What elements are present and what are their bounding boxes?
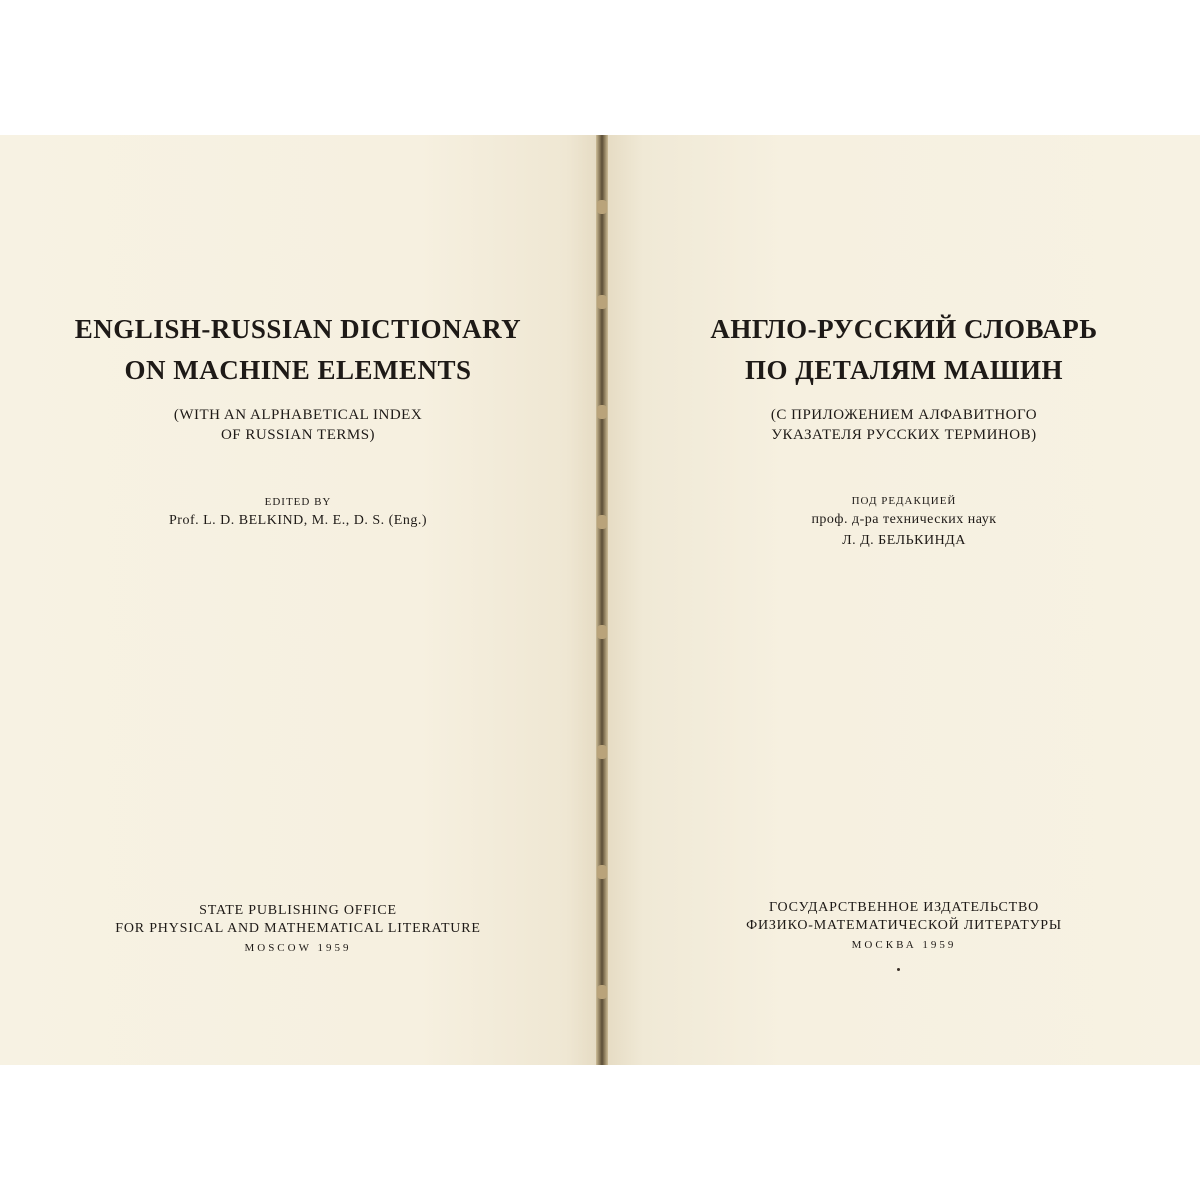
left-page <box>0 135 596 1065</box>
spine-stitch <box>597 200 607 214</box>
book-spine <box>596 135 608 1065</box>
left-publisher-line-2: FOR PHYSICAL AND MATHEMATICAL LITERATURE <box>115 921 481 936</box>
right-subtitle-line-1: (С ПРИЛОЖЕНИЕМ АЛФАВИТНОГО <box>770 407 1038 423</box>
right-subtitle-line-2: УКАЗАТЕЛЯ РУССКИХ ТЕРМИНОВ) <box>771 427 1037 443</box>
right-edited-by: ПОД РЕДАКЦИЕЙ <box>851 495 957 507</box>
left-publisher-block <box>0 902 596 958</box>
left-subtitle-line-2: OF RUSSIAN TERMS) <box>220 427 376 443</box>
right-editor-line-2: Л. Д. БЕЛЬКИНДА <box>842 533 966 548</box>
left-subtitle <box>0 405 596 445</box>
spine-stitch <box>597 515 607 529</box>
spine-stitch <box>597 295 607 309</box>
spine-stitch <box>597 405 607 419</box>
ink-speck <box>897 968 900 971</box>
left-editor-block <box>0 494 596 531</box>
left-editor-name: Prof. L. D. BELKIND, M. E., D. S. (Eng.) <box>169 513 427 528</box>
right-subtitle <box>608 405 1200 445</box>
left-subtitle-line-1: (WITH AN ALPHABETICAL INDEX <box>173 407 423 423</box>
left-title-line-1: ENGLISH-RUSSIAN DICTIONARY <box>74 314 522 344</box>
left-place-year: MOSCOW 1959 <box>244 942 352 954</box>
right-title-line-2: ПО ДЕТАЛЯМ МАШИН <box>745 355 1063 385</box>
right-place-year: МОСКВА 1959 <box>851 939 957 951</box>
left-publisher-line-1: STATE PUBLISHING OFFICE <box>199 903 397 918</box>
right-editor-block <box>608 493 1200 551</box>
spine-stitch <box>597 985 607 999</box>
right-publisher-line-1: ГОСУДАРСТВЕННОЕ ИЗДАТЕЛЬСТВО <box>769 900 1039 915</box>
spine-stitch <box>597 865 607 879</box>
book-spread <box>0 135 1200 1065</box>
spine-stitch <box>597 745 607 759</box>
spine-stitch <box>597 625 607 639</box>
right-publisher-block <box>608 899 1200 955</box>
left-edited-by: EDITED BY <box>264 496 332 508</box>
right-title <box>608 309 1200 391</box>
left-title <box>0 309 596 391</box>
right-title-line-1: АНГЛО-РУССКИЙ СЛОВАРЬ <box>710 314 1098 344</box>
right-publisher-line-2: ФИЗИКО-МАТЕМАТИЧЕСКОЙ ЛИТЕРАТУРЫ <box>746 918 1062 933</box>
right-page <box>608 135 1200 1065</box>
right-editor-line-1: проф. д-ра технических наук <box>811 512 997 527</box>
left-title-line-2: ON MACHINE ELEMENTS <box>124 355 472 385</box>
